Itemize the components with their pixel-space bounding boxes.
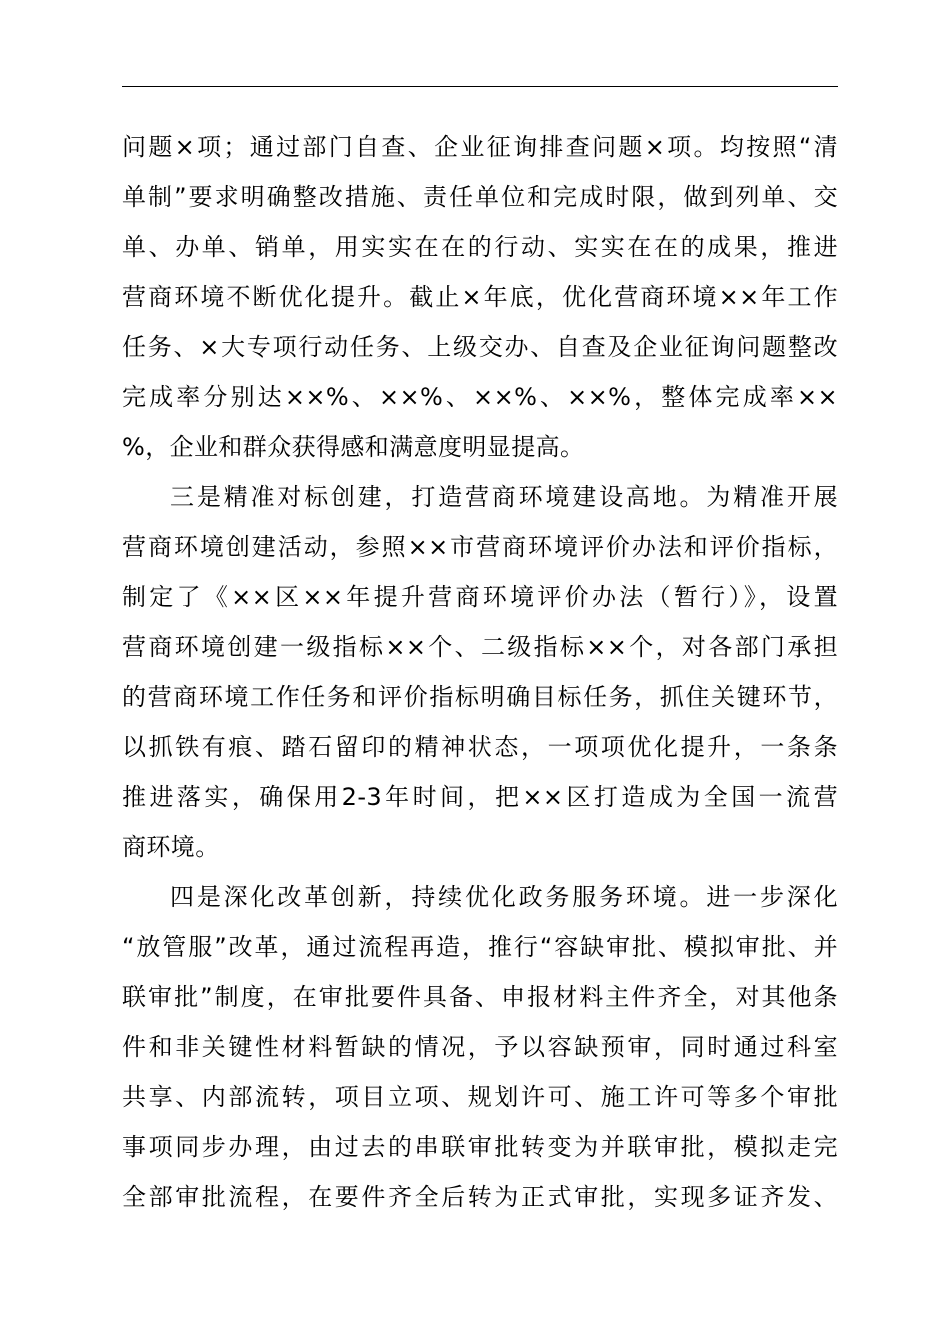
text-line: 事项同步办理，由过去的串联审批转变为并联审批，模拟走完 <box>122 1133 838 1161</box>
text-line: 推进落实，确保用2-3年时间，把××区打造成为全国一流营 <box>122 783 838 811</box>
text-line: 件和非关键性材料暂缺的情况，予以容缺预审，同时通过科室 <box>122 1033 838 1061</box>
paragraph-start-line: 四是深化改革创新，持续优化政务服务环境。进一步深化 <box>170 883 838 911</box>
text-line: 完成率分别达××%、××%、××%、××%，整体完成率×× <box>122 383 838 411</box>
text-line: “放管服”改革，通过流程再造，推行“容缺审批、模拟审批、并 <box>122 933 838 961</box>
text-line: 全部审批流程，在要件齐全后转为正式审批，实现多证齐发、 <box>122 1183 838 1211</box>
text-line: 营商环境创建活动，参照××市营商环境评价办法和评价指标， <box>122 533 838 561</box>
text-line: 联审批”制度，在审批要件具备、申报材料主件齐全，对其他条 <box>122 983 838 1011</box>
text-line: %，企业和群众获得感和满意度明显提高。 <box>122 433 585 461</box>
text-line: 问题×项；通过部门自查、企业征询排查问题×项。均按照“清 <box>122 133 838 161</box>
text-line: 单、办单、销单，用实实在在的行动、实实在在的成果，推进 <box>122 233 838 261</box>
text-line: 商环境。 <box>122 833 220 861</box>
header-rule <box>122 86 838 87</box>
document-body <box>122 122 838 1222</box>
text-line: 单制”要求明确整改措施、责任单位和完成时限，做到列单、交 <box>122 183 838 211</box>
text-line: 以抓铁有痕、踏石留印的精神状态，一项项优化提升，一条条 <box>122 733 838 761</box>
text-line: 共享、内部流转，项目立项、规划许可、施工许可等多个审批 <box>122 1083 838 1111</box>
text-line: 制定了《××区××年提升营商环境评价办法（暂行）》，设置 <box>122 583 838 611</box>
text-line: 任务、×大专项行动任务、上级交办、自查及企业征询问题整改 <box>122 333 838 361</box>
text-line: 营商环境创建一级指标××个、二级指标××个，对各部门承担 <box>122 633 838 661</box>
text-line: 的营商环境工作任务和评价指标明确目标任务，抓住关键环节， <box>122 683 838 711</box>
paragraph-start-line: 三是精准对标创建，打造营商环境建设高地。为精准开展 <box>170 483 838 511</box>
text-line: 营商环境不断优化提升。截止×年底，优化营商环境××年工作 <box>122 283 838 311</box>
